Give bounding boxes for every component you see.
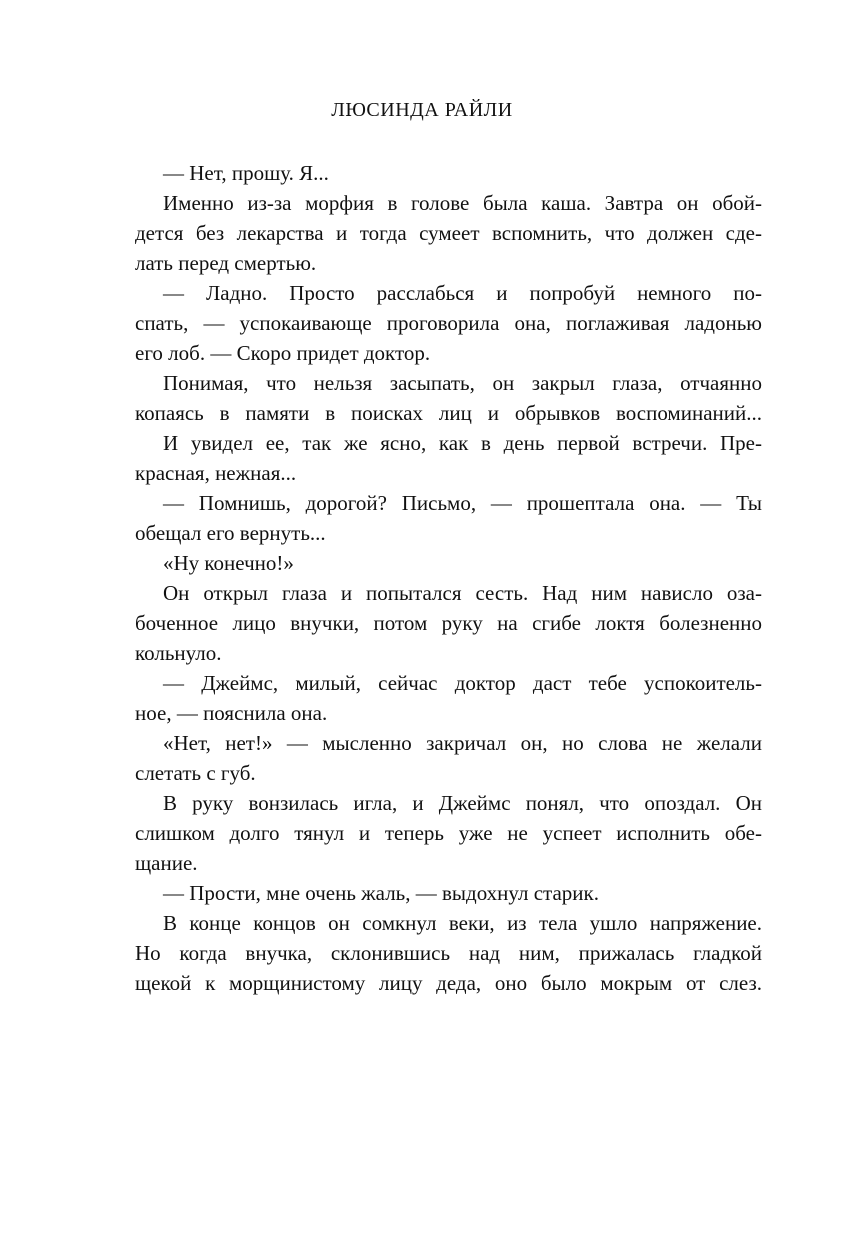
text-line: В конце концов он сомкнул веки, из тела ушло напряжение.	[163, 911, 762, 935]
text-line: обещал его вернуть...	[135, 521, 326, 545]
text-line: боченное лицо внучки, потом руку на сгибе локтя болезненно	[135, 611, 762, 635]
text-line: Именно из-за морфия в голове была каша. Завтра он обой-	[163, 191, 762, 215]
running-head: ЛЮСИНДА РАЙЛИ	[331, 99, 513, 121]
text-line: копаясь в памяти в поисках лиц и обрывков воспоминаний...	[135, 401, 762, 425]
text-line: дется без лекарства и тогда сумеет вспомнить, что должен сде-	[135, 221, 762, 245]
text-line: слишком долго тянул и теперь уже не успеет исполнить обе-	[135, 821, 762, 845]
text-line: кольнуло.	[135, 641, 222, 665]
body-text	[135, 158, 762, 998]
text-line: — Прости, мне очень жаль, — выдохнул старик.	[163, 881, 599, 905]
text-line: «Нет, нет!» — мысленно закричал он, но слова не желали	[163, 731, 762, 755]
text-line: — Ладно. Просто расслабься и попробуй немного по-	[163, 281, 762, 305]
text-line: ное, — пояснила она.	[135, 701, 328, 725]
text-line: «Ну конечно!»	[163, 551, 294, 575]
text-line: спать, — успокаивающе проговорила она, поглаживая ладонью	[135, 311, 762, 335]
text-line: Но когда внучка, склонившись над ним, прижалась гладкой	[135, 941, 762, 965]
text-line: В руку вонзилась игла, и Джеймс понял, что опоздал. Он	[163, 791, 762, 815]
text-line: — Помнишь, дорогой? Письмо, — прошептала она. — Ты	[163, 491, 762, 515]
text-line: — Джеймс, милый, сейчас доктор даст тебе успокоитель-	[163, 671, 762, 695]
text-line: щание.	[135, 851, 198, 875]
text-line: Понимая, что нельзя засыпать, он закрыл глаза, отчаянно	[163, 371, 762, 395]
text-line: слетать с губ.	[135, 761, 256, 785]
text-line: — Нет, прошу. Я...	[163, 161, 329, 185]
text-line: красная, нежная...	[135, 461, 297, 485]
text-line: лать перед смертью.	[135, 251, 317, 275]
text-line: щекой к морщинистому лицу деда, оно было мокрым от слез.	[135, 971, 762, 995]
text-line: его лоб. — Скоро придет доктор.	[135, 341, 431, 365]
text-line: Он открыл глаза и попытался сесть. Над ним нависло оза-	[163, 581, 762, 605]
text-line: И увидел ее, так же ясно, как в день первой встречи. Пре-	[163, 431, 762, 455]
